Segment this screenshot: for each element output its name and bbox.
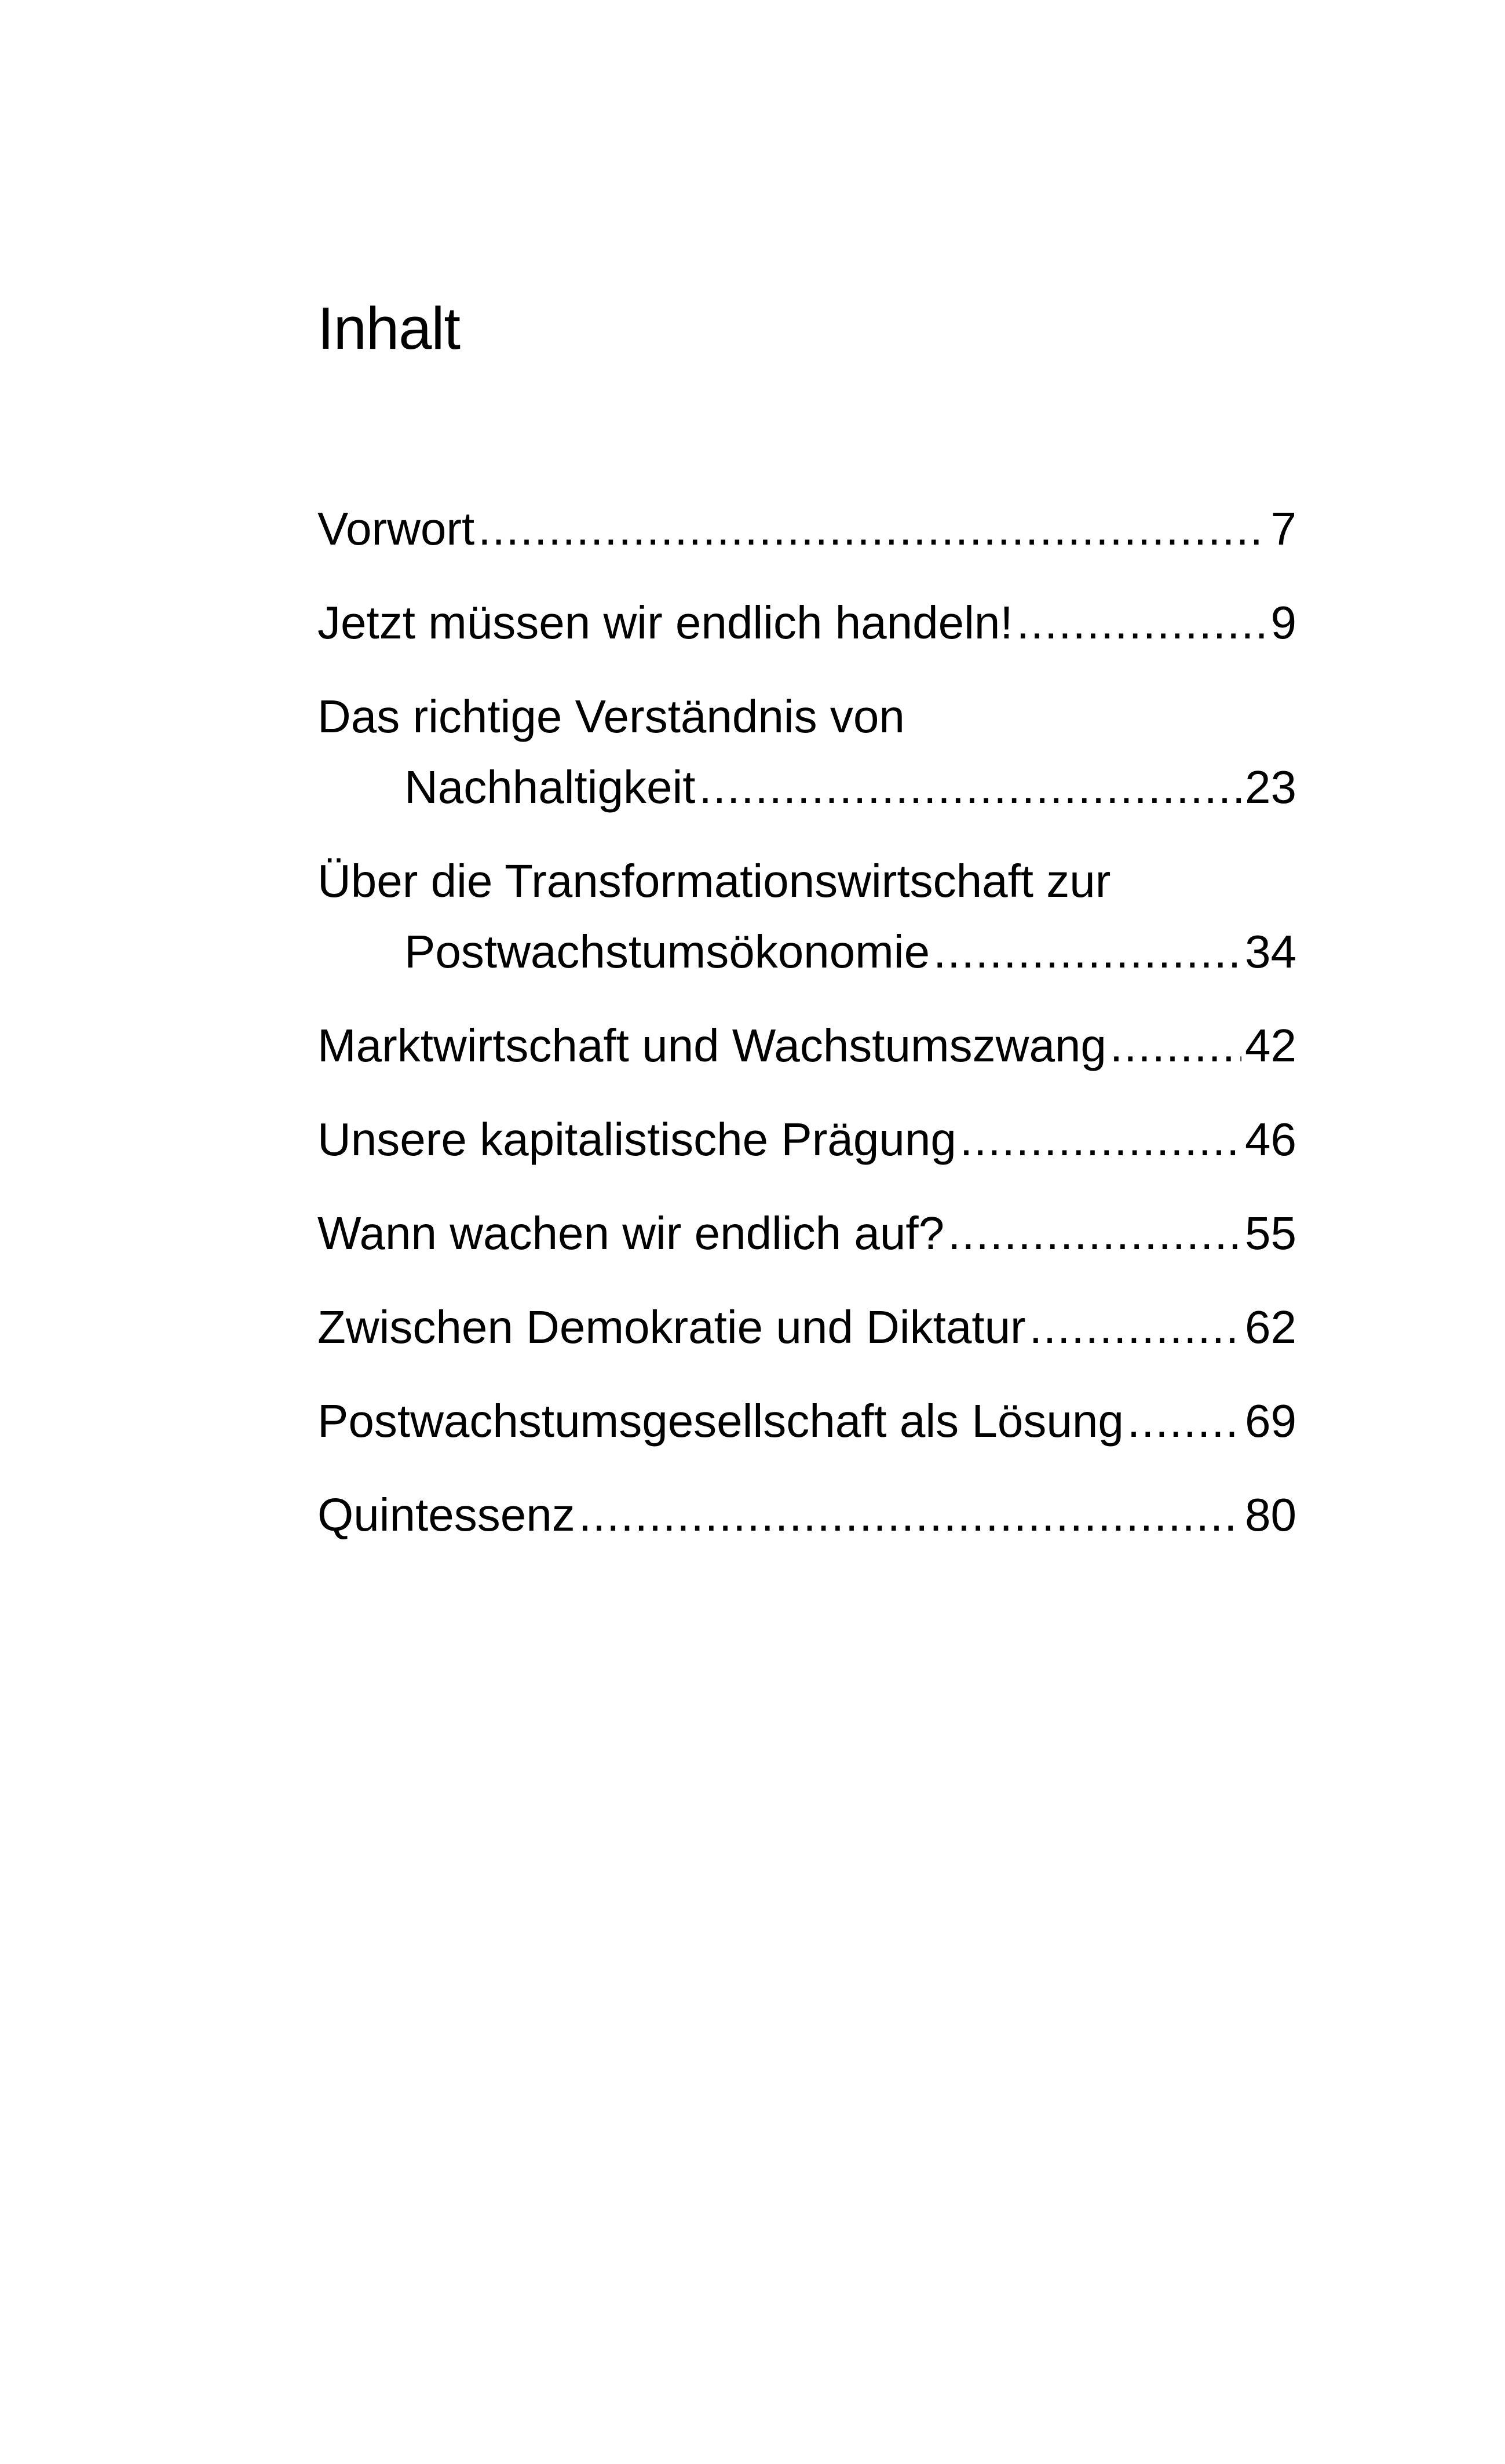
toc-page-number: 55 (1245, 1207, 1296, 1259)
toc-page-number: 46 (1245, 1114, 1296, 1165)
toc-leader-dots (1127, 1386, 1241, 1457)
toc-entry-title: Unsere kapitalistische Prägung (317, 1114, 956, 1165)
toc-page-number: 42 (1245, 1020, 1296, 1071)
toc-entry-quintessenz (317, 1480, 1296, 1550)
toc-entry-title: Vorwort (317, 503, 475, 554)
toc-leader-dots (960, 1104, 1241, 1175)
toc-entry-title: Quintessenz (317, 1489, 575, 1541)
toc-entry-jetzt-muessen (317, 587, 1296, 658)
toc-page-number: 62 (1245, 1301, 1296, 1353)
toc-leader-dots (948, 1198, 1241, 1269)
toc-entry-title: Marktwirtschaft und Wachstumszwang (317, 1020, 1106, 1071)
toc-page-number: 9 (1270, 597, 1296, 648)
toc-leader-dots (699, 752, 1242, 823)
toc-entry-marktwirtschaft (317, 1010, 1296, 1081)
toc-page-number: 80 (1245, 1489, 1296, 1541)
toc-entry-kapitalistische-praegung (317, 1104, 1296, 1175)
toc-entry-title-line1: Das richtige Verständnis von (317, 691, 905, 742)
table-of-contents (317, 494, 1296, 1574)
toc-entry-title: Postwachstumsökonomie (404, 926, 930, 977)
toc-entry-transformationswirtschaft (317, 846, 1296, 987)
toc-entry-postwachstumsgesellschaft (317, 1386, 1296, 1457)
toc-entry-title: Postwachstumsgesellschaft als Lösung (317, 1395, 1124, 1447)
toc-leader-dots (478, 494, 1267, 564)
toc-entry-title: Jetzt müssen wir endlich handeln! (317, 597, 1013, 648)
toc-entry-title: Wann wachen wir endlich auf? (317, 1207, 945, 1259)
toc-page-number: 34 (1245, 926, 1296, 977)
toc-entry-title-line1: Über die Transformationswirtschaft zur (317, 855, 1111, 907)
toc-entry-vorwort (317, 494, 1296, 564)
toc-leader-dots (933, 917, 1241, 987)
toc-entry-title: Nachhaltigkeit (404, 761, 696, 813)
toc-leader-dots (579, 1480, 1241, 1550)
toc-entry-title: Zwischen Demokratie und Diktatur (317, 1301, 1026, 1353)
toc-entry-nachhaltigkeit (317, 681, 1296, 823)
toc-leader-dots (1029, 1292, 1241, 1363)
toc-entry-wann-wachen (317, 1198, 1296, 1269)
toc-leader-dots (1017, 587, 1267, 658)
page-title: Inhalt (317, 295, 460, 362)
toc-page-number: 69 (1245, 1395, 1296, 1447)
toc-leader-dots (1110, 1010, 1241, 1081)
toc-page-number: 23 (1245, 761, 1296, 813)
toc-entry-demokratie-diktatur (317, 1292, 1296, 1363)
toc-page-number: 7 (1270, 503, 1296, 554)
